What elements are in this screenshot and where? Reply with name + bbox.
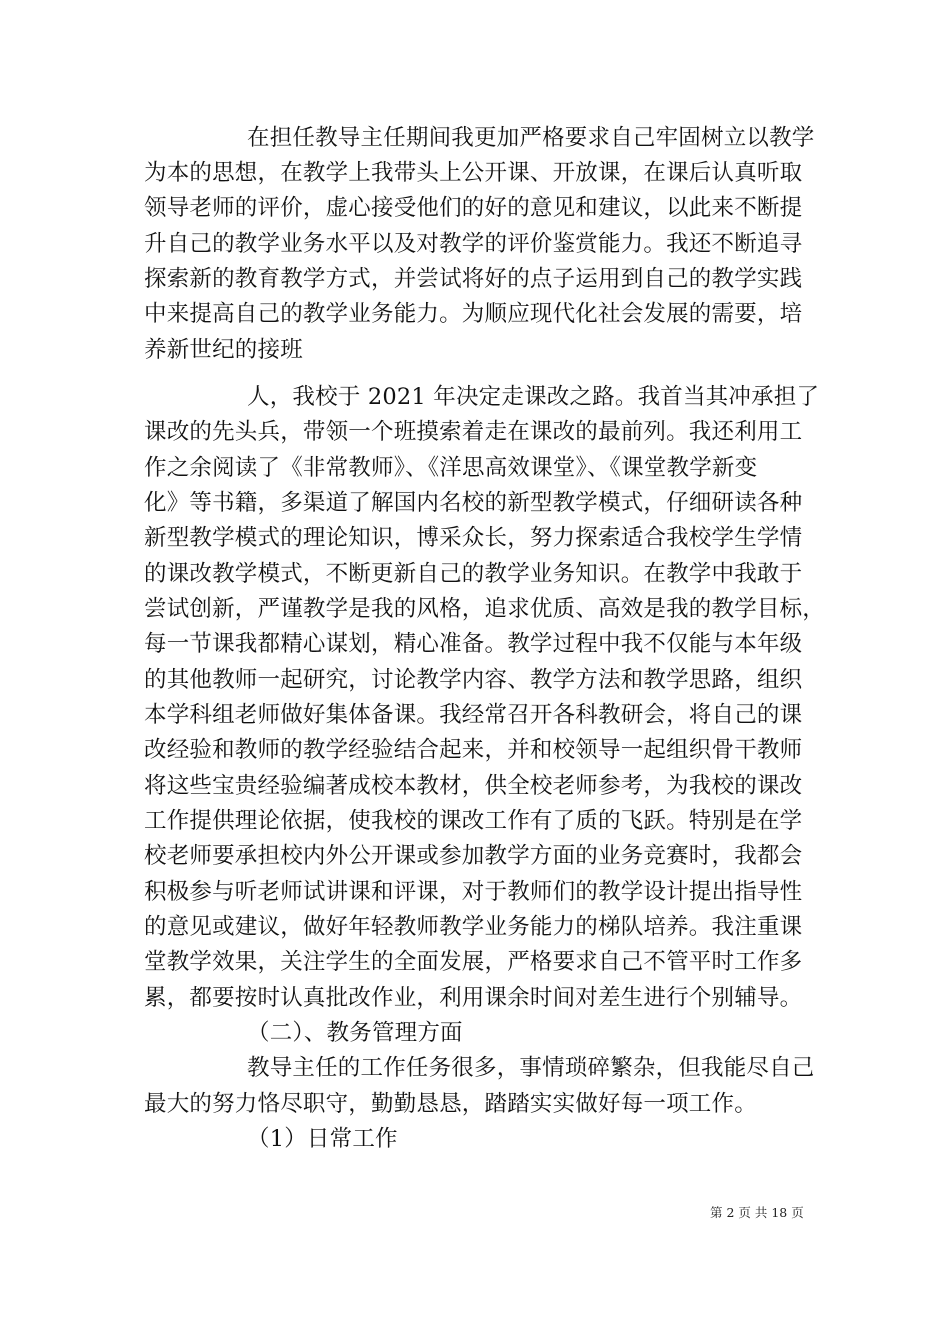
paragraph-line: 改经验和教师的教学经验结合起来，并和校领导一起组织骨干教师: [144, 737, 803, 763]
paragraph-line: 本学科组老师做好集体备课。我经常召开各科教研会，将自己的课: [144, 702, 803, 728]
paragraph-line: 尝试创新，严谨教学是我的风格，追求优质、高效是我的教学目标，: [144, 596, 826, 622]
page-number-footer: 第 2 页 共 18 页: [710, 1205, 804, 1220]
paragraph-line: 新型教学模式的理论知识，博采众长，努力探索适合我校学生学情: [144, 525, 803, 551]
paragraph-line: 的意见或建议，做好年轻教师教学业务能力的梯队培养。我注重课: [144, 914, 803, 940]
paragraph-line: 升自己的教学业务水平以及对教学的评价鉴赏能力。我还不断追寻: [144, 231, 803, 257]
paragraph-line: 教导主任的工作任务很多，事情琐碎繁杂，但我能尽自己: [247, 1055, 815, 1081]
paragraph-line: 养新世纪的接班: [144, 337, 303, 363]
paragraph-line: 课改的先头兵，带领一个班摸索着走在课改的最前列。我还利用工: [144, 419, 803, 445]
paragraph-line: 在担任教导主任期间我更加严格要求自己牢固树立以教学: [247, 125, 815, 151]
paragraph-line: 的其他教师一起研究，讨论教学内容、教学方法和教学思路，组织: [144, 667, 803, 693]
paragraph-line: 探索新的教育教学方式，并尝试将好的点子运用到自己的教学实践: [144, 266, 803, 292]
subsection-heading: （1）日常工作: [247, 1126, 398, 1152]
paragraph-line: 化》等书籍，多渠道了解国内名校的新型教学模式，仔细研读各种: [144, 490, 803, 516]
paragraph-line: 校老师要承担校内外公开课或参加教学方面的业务竞赛时，我都会: [144, 843, 803, 869]
paragraph-line: 堂教学效果，关注学生的全面发展，严格要求自己不管平时工作多: [144, 949, 803, 975]
paragraph-line: 作之余阅读了《非常教师》、《洋思高效课堂》、《课堂教学新变: [144, 455, 758, 481]
paragraph-line: 最大的努力恪尽职守，勤勤恳恳，踏踏实实做好每一项工作。: [144, 1091, 757, 1117]
paragraph-line: 积极参与听老师试讲课和评课，对于教师们的教学设计提出指导性: [144, 879, 803, 905]
paragraph-line: 将这些宝贵经验编著成校本教材，供全校老师参考，为我校的课改: [144, 773, 803, 799]
paragraph-line: 领导老师的评价，虚心接受他们的好的意见和建议，以此来不断提: [144, 195, 803, 221]
paragraph-line: 人，我校于 2021 年决定走课改之路。我首当其冲承担了: [247, 384, 820, 410]
paragraph-line: 每一节课我都精心谋划，精心准备。教学过程中我不仅能与本年级: [144, 631, 803, 657]
paragraph-line: 的课改教学模式，不断更新自己的教学业务知识。在教学中我敢于: [144, 561, 803, 587]
paragraph-line: 中来提高自己的教学业务能力。为顺应现代化社会发展的需要，培: [144, 301, 803, 327]
paragraph-line: 工作提供理论依据，使我校的课改工作有了质的飞跃。特别是在学: [144, 808, 803, 834]
section-heading: （二）、教务管理方面: [247, 1020, 463, 1046]
paragraph-line: 累，都要按时认真批改作业，利用课余时间对差生进行个别辅导。: [144, 985, 803, 1011]
paragraph-line: 为本的思想，在教学上我带头上公开课、开放课，在课后认真听取: [144, 160, 803, 186]
